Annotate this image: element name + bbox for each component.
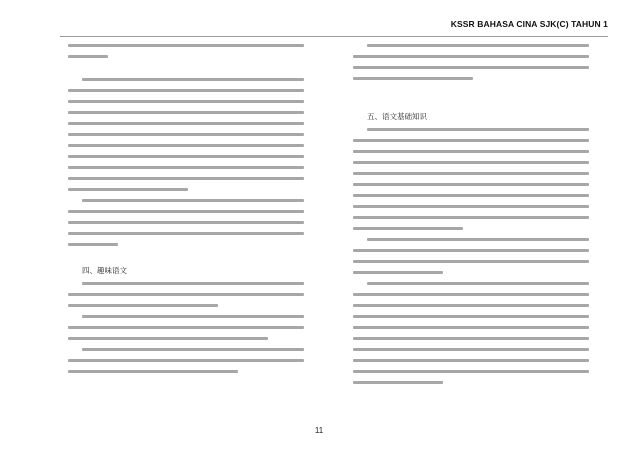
text-line (68, 304, 218, 307)
text-line (353, 359, 589, 362)
text-line (82, 282, 304, 285)
text-line (353, 271, 443, 274)
left-column (68, 44, 308, 381)
text-line (353, 205, 589, 208)
text-line (68, 155, 304, 158)
text-line (68, 359, 304, 362)
text-line (68, 122, 304, 125)
text-line (68, 326, 304, 329)
text-line (353, 249, 589, 252)
text-line (353, 381, 443, 384)
paragraph-writing-ability (68, 199, 308, 246)
text-line (68, 100, 304, 103)
paragraph-continuation (68, 44, 308, 58)
text-line (68, 133, 304, 136)
text-line (353, 227, 463, 230)
text-line (353, 139, 589, 142)
paragraph-basic-knowledge-2 (353, 238, 593, 274)
text-line (68, 293, 304, 296)
text-line (68, 166, 304, 169)
text-line (353, 150, 589, 153)
text-line (353, 55, 589, 58)
text-line (68, 144, 304, 147)
text-line (367, 44, 589, 47)
right-column (353, 44, 593, 392)
text-line (353, 348, 589, 351)
text-line (367, 128, 589, 131)
text-line (68, 210, 304, 213)
text-line (353, 315, 589, 318)
text-line (82, 199, 304, 202)
text-line (68, 89, 304, 92)
page-header (60, 14, 608, 37)
text-line (353, 337, 589, 340)
text-line (68, 188, 188, 191)
header-title: KSSR BAHASA CINA SJK(C) TAHUN 1 (450, 19, 608, 29)
text-line (82, 348, 304, 351)
text-line (68, 243, 118, 246)
text-line (68, 44, 304, 47)
text-line (353, 216, 589, 219)
text-line (353, 77, 473, 80)
paragraph-interest-3 (68, 348, 308, 373)
text-line (68, 232, 304, 235)
text-line (353, 260, 589, 263)
text-line (353, 161, 589, 164)
text-line (82, 315, 304, 318)
paragraph-teacher-activities (353, 44, 593, 80)
text-line (68, 370, 238, 373)
text-line (82, 78, 304, 81)
text-line (353, 183, 589, 186)
text-line (367, 282, 589, 285)
text-line (68, 111, 304, 114)
text-line (353, 326, 589, 329)
paragraph-basic-knowledge-1 (353, 128, 593, 230)
section-heading-interest: 四、趣味语文 (82, 266, 127, 275)
text-line (353, 194, 589, 197)
text-line (353, 66, 589, 69)
text-line (68, 55, 108, 58)
text-line (353, 293, 589, 296)
paragraph-interest-1 (68, 282, 308, 307)
page-number: 11 (314, 426, 324, 435)
text-line (68, 177, 304, 180)
text-line (353, 172, 589, 175)
paragraph-basic-knowledge-3 (353, 282, 593, 384)
text-line (68, 337, 268, 340)
paragraph-interest-2 (68, 315, 308, 340)
text-line (68, 221, 304, 224)
paragraph-reading-writing (68, 78, 308, 191)
text-line (367, 238, 589, 241)
text-line (353, 304, 589, 307)
section-heading-basic-knowledge: 五、语文基础知识 (367, 112, 427, 121)
text-line (353, 370, 589, 373)
